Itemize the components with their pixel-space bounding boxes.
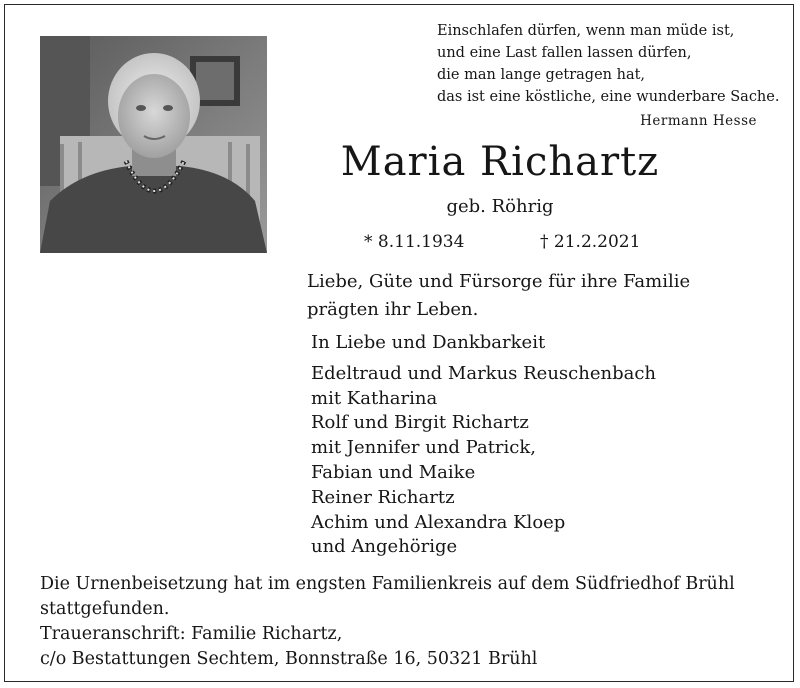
funeral-info-line: Die Urnenbeisetzung hat im engsten Familienkreis auf dem Südfriedhof Brühl bbox=[40, 574, 735, 594]
tribute-line: prägten ihr Leben. bbox=[307, 299, 479, 320]
mourners-intro: In Liebe und Dankbarkeit bbox=[311, 332, 546, 353]
maiden-name: geb. Röhrig bbox=[446, 196, 554, 217]
birth-date: * 8.11.1934 bbox=[364, 232, 465, 252]
mourner-line: mit Katharina bbox=[311, 387, 438, 409]
funeral-address-line: Traueranschrift: Familie Richartz, bbox=[40, 624, 343, 644]
poem-line: das ist eine köstliche, eine wunderbare Sache. bbox=[437, 89, 780, 105]
funeral-info-line: stattgefunden. bbox=[40, 599, 170, 619]
tribute-text bbox=[307, 268, 767, 324]
funeral-address-line: c/o Bestattungen Sechtem, Bonnstraße 16, 50321 Brühl bbox=[40, 649, 538, 669]
mourner-line: Rolf und Birgit Richartz bbox=[311, 412, 529, 434]
tribute-line: Liebe, Güte und Fürsorge für ihre Familie bbox=[307, 271, 691, 292]
poem-line: und eine Last fallen lassen dürfen, bbox=[437, 45, 692, 61]
mourner-line: mit Jennifer und Patrick, bbox=[311, 437, 536, 459]
mourner-line: Edeltraud und Markus Reuschenbach bbox=[311, 362, 657, 384]
portrait-photo bbox=[40, 36, 267, 253]
poem-line: Einschlafen dürfen, wenn man müde ist, bbox=[437, 23, 735, 39]
poem-line: die man lange getragen hat, bbox=[437, 67, 646, 83]
mourner-line: Fabian und Maike bbox=[311, 461, 476, 483]
mourner-line: und Angehörige bbox=[311, 536, 458, 558]
poem bbox=[437, 20, 780, 132]
death-date: † 21.2.2021 bbox=[540, 232, 641, 252]
portrait-image bbox=[40, 36, 267, 253]
mourner-line: Reiner Richartz bbox=[311, 486, 455, 508]
mourner-line: Achim und Alexandra Kloep bbox=[311, 511, 566, 533]
funeral-info bbox=[40, 572, 780, 672]
deceased-name: Maria Richartz bbox=[340, 139, 660, 185]
poem-author: Hermann Hesse bbox=[640, 113, 757, 129]
mourners-list bbox=[311, 331, 771, 560]
